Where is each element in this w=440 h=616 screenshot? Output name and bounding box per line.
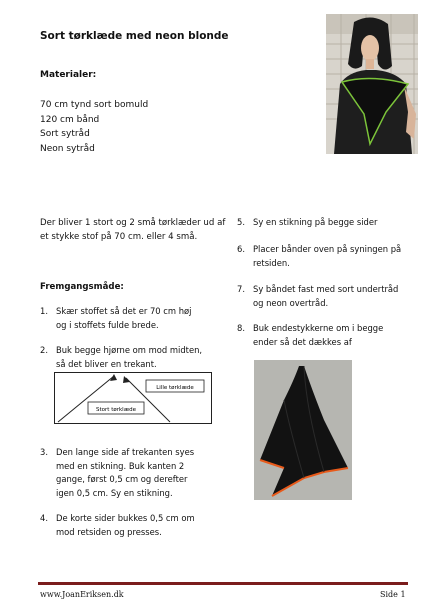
step-number: 6. [237,244,245,254]
step-text [253,216,377,230]
photo-folded-scarf [254,360,352,500]
step-text [253,283,398,310]
label-large-scarf: Stort tørklæde [96,407,136,413]
step-text [56,305,191,332]
material-item: Sort sytråd [40,129,90,139]
footer-divider [38,582,408,585]
step-text [56,446,194,500]
material-item: 120 cm bånd [40,114,100,125]
material-item: 70 cm tynd sort bomuld [40,100,149,110]
fold-diagram [54,372,212,424]
step-line: gange, først 0,5 cm og derefter [56,474,188,484]
intro-text: Der bliver 1 stort og 2 små tørklæder ud af et stykke stof på 70 cm. eller 4 små. [40,218,226,242]
diagram-arrow-right-head [123,376,130,383]
step-line: retsiden. [253,257,290,268]
materials-heading: Materialer: [40,70,97,80]
step-line: Sy båndet fast med sort undertråd [253,284,399,294]
step-number: 2. [40,345,48,355]
step-line: Buk begge hjørne om mod midten, [56,345,203,355]
step-text [253,243,401,270]
label-small-scarf: Lille tørklæde [156,385,194,391]
material-item: Neon sytråd [40,143,95,154]
step-text [253,322,383,349]
step-line: så det bliver en trekant. [56,358,157,369]
step-number: 1. [40,306,48,316]
step-line: mod retsiden og presses. [56,526,162,537]
step-number: 4. [40,513,48,523]
procedure-heading: Fremgangsmåde: [40,282,124,292]
step-line: Placer bånder oven på syningen på [253,244,402,254]
step-line: Den lange side af trekanten syes [56,447,195,457]
step-number: 8. [237,323,245,333]
step-line: Sy en stikning på begge sider [253,217,378,227]
materials-list [40,98,148,156]
footer-page-number: Side 1 [380,590,406,599]
step-line: med en stikning. Buk kanten 2 [56,460,185,471]
page-title: Sort tørklæde med neon blonde [40,30,229,42]
step-line: og i stoffets fulde brede. [56,319,159,330]
step-number: 3. [40,447,48,457]
photo-person-wearing-scarf [326,14,418,154]
step-line: Buk endestykkerne om i begge [253,323,384,333]
step-line: igen 0,5 cm. Sy en stikning. [56,487,173,498]
step-line: Skær stoffet så det er 70 cm høj [56,306,192,316]
step-line: De korte sider bukkes 0,5 cm om [56,513,195,523]
step-number: 7. [237,284,245,294]
step-text [56,344,202,371]
step-number: 5. [237,217,245,227]
step-line: og neon overtråd. [253,297,329,308]
step-line: ender så det dækkes af [253,336,352,347]
diagram-arrow-left-head [110,374,117,381]
step-text [56,512,195,539]
diagram-fold-line-left [58,376,114,422]
footer-website: www.JoanEriksen.dk [40,590,124,599]
